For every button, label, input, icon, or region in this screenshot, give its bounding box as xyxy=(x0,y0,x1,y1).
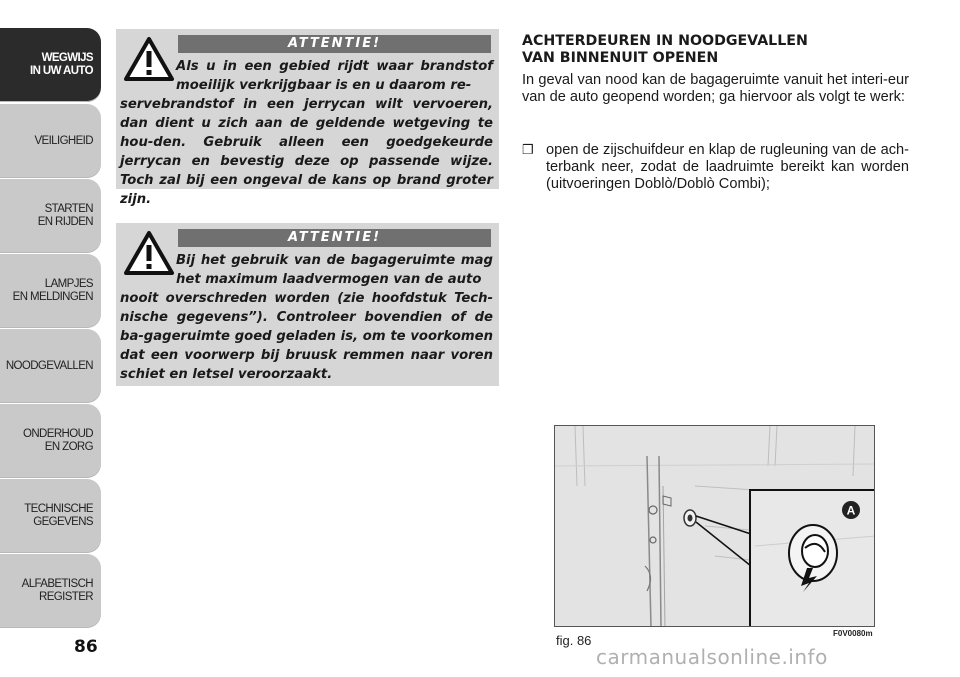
callout-label: A xyxy=(846,503,856,518)
page-number: 86 xyxy=(74,637,98,657)
tab-label-line: IN UW AUTO xyxy=(30,65,93,77)
tab-label-line: TECHNISCHE xyxy=(24,503,93,515)
warning-header: ATTENTIE! xyxy=(178,229,491,247)
warning-body: servebrandstof in een jerrycan wilt vervoeren, dan dient u zich aan de geldende wetgeving te hou-den. Gebruik alleen een goedgekeurde jerrycan en bevestig deze op passende wijze. Toch zal bij een ongeval de kans op brand groter zijn. xyxy=(120,97,493,207)
tab-label-line: EN RIJDEN xyxy=(37,216,93,228)
warning-text xyxy=(120,251,493,384)
tab-starten[interactable] xyxy=(0,179,101,253)
tab-label-line: WEGWIJS xyxy=(41,52,93,64)
figure-caption: fig. 86 xyxy=(556,633,592,648)
tab-onderhoud[interactable] xyxy=(0,404,101,478)
intro-paragraph: In geval van nood kan de bagageruimte vanuit het interi-eur van de auto geopend worden; ga hiervoor als volgt te werk: xyxy=(522,72,909,105)
tab-lampjes[interactable] xyxy=(0,254,101,328)
warning-lead: Bij het gebruik van de bagageruimte mag het maximum laadvermogen van de auto xyxy=(176,253,493,287)
warning-box xyxy=(116,223,499,386)
checkbox-bullet-icon: ❒ xyxy=(522,142,534,157)
bullet-text: open de zijschuifdeur en klap de rugleuning van de ach-terbank neer, zodat de laadruimte bereikt kan worden (uitvoeringen Doblò/Doblò Combi); xyxy=(546,142,909,192)
tab-label-line: STARTEN xyxy=(44,203,93,215)
section-heading xyxy=(522,33,902,67)
heading-line: ACHTERDEUREN IN NOODGEVALLEN xyxy=(522,33,808,49)
tab-label-line: EN ZORG xyxy=(44,441,93,453)
tab-label-line: LAMPJES xyxy=(44,278,93,290)
tab-alfabetisch-register[interactable] xyxy=(0,554,101,628)
warning-box xyxy=(116,29,499,207)
tab-wegwijs[interactable] xyxy=(0,28,101,102)
tab-label-line: GEGEVENS xyxy=(33,516,93,528)
figure-illustration xyxy=(554,425,875,627)
heading-line: VAN BINNENUIT OPENEN xyxy=(522,50,719,66)
figure-code: F0V0080m xyxy=(833,629,873,638)
warning-lead: Als u in een gebied rijdt waar brandstof moeilijk verkrijgbaar is en u daarom re- xyxy=(176,59,493,93)
tab-label-line: VEILIGHEID xyxy=(34,134,93,147)
warning-text xyxy=(120,57,493,209)
tab-noodgevallen[interactable] xyxy=(0,329,101,403)
tab-label-line: REGISTER xyxy=(39,591,93,603)
tab-veiligheid[interactable] xyxy=(0,104,101,178)
bullet-item xyxy=(522,142,909,193)
tab-label-line: ONDERHOUD xyxy=(23,428,93,440)
tab-label-line: ALFABETISCH xyxy=(21,578,93,590)
tab-technische-gegevens[interactable] xyxy=(0,479,101,553)
warning-body: nooit overschreden worden (zie hoofdstuk Tech-nische gegevens”). Controleer bovendien of de ba-gageruimte goed geladen is, om te voorkomen dat een voorwerp bij bruusk remmen naar voren schiet en letsel veroorzaakt. xyxy=(120,291,493,382)
tab-label-line: EN MELDINGEN xyxy=(12,291,93,303)
warning-header: ATTENTIE! xyxy=(178,35,491,53)
door-latch-illustration xyxy=(555,426,875,627)
watermark: carmanualsonline.info xyxy=(596,645,828,669)
tab-label-line: NOODGEVALLEN xyxy=(5,359,93,372)
